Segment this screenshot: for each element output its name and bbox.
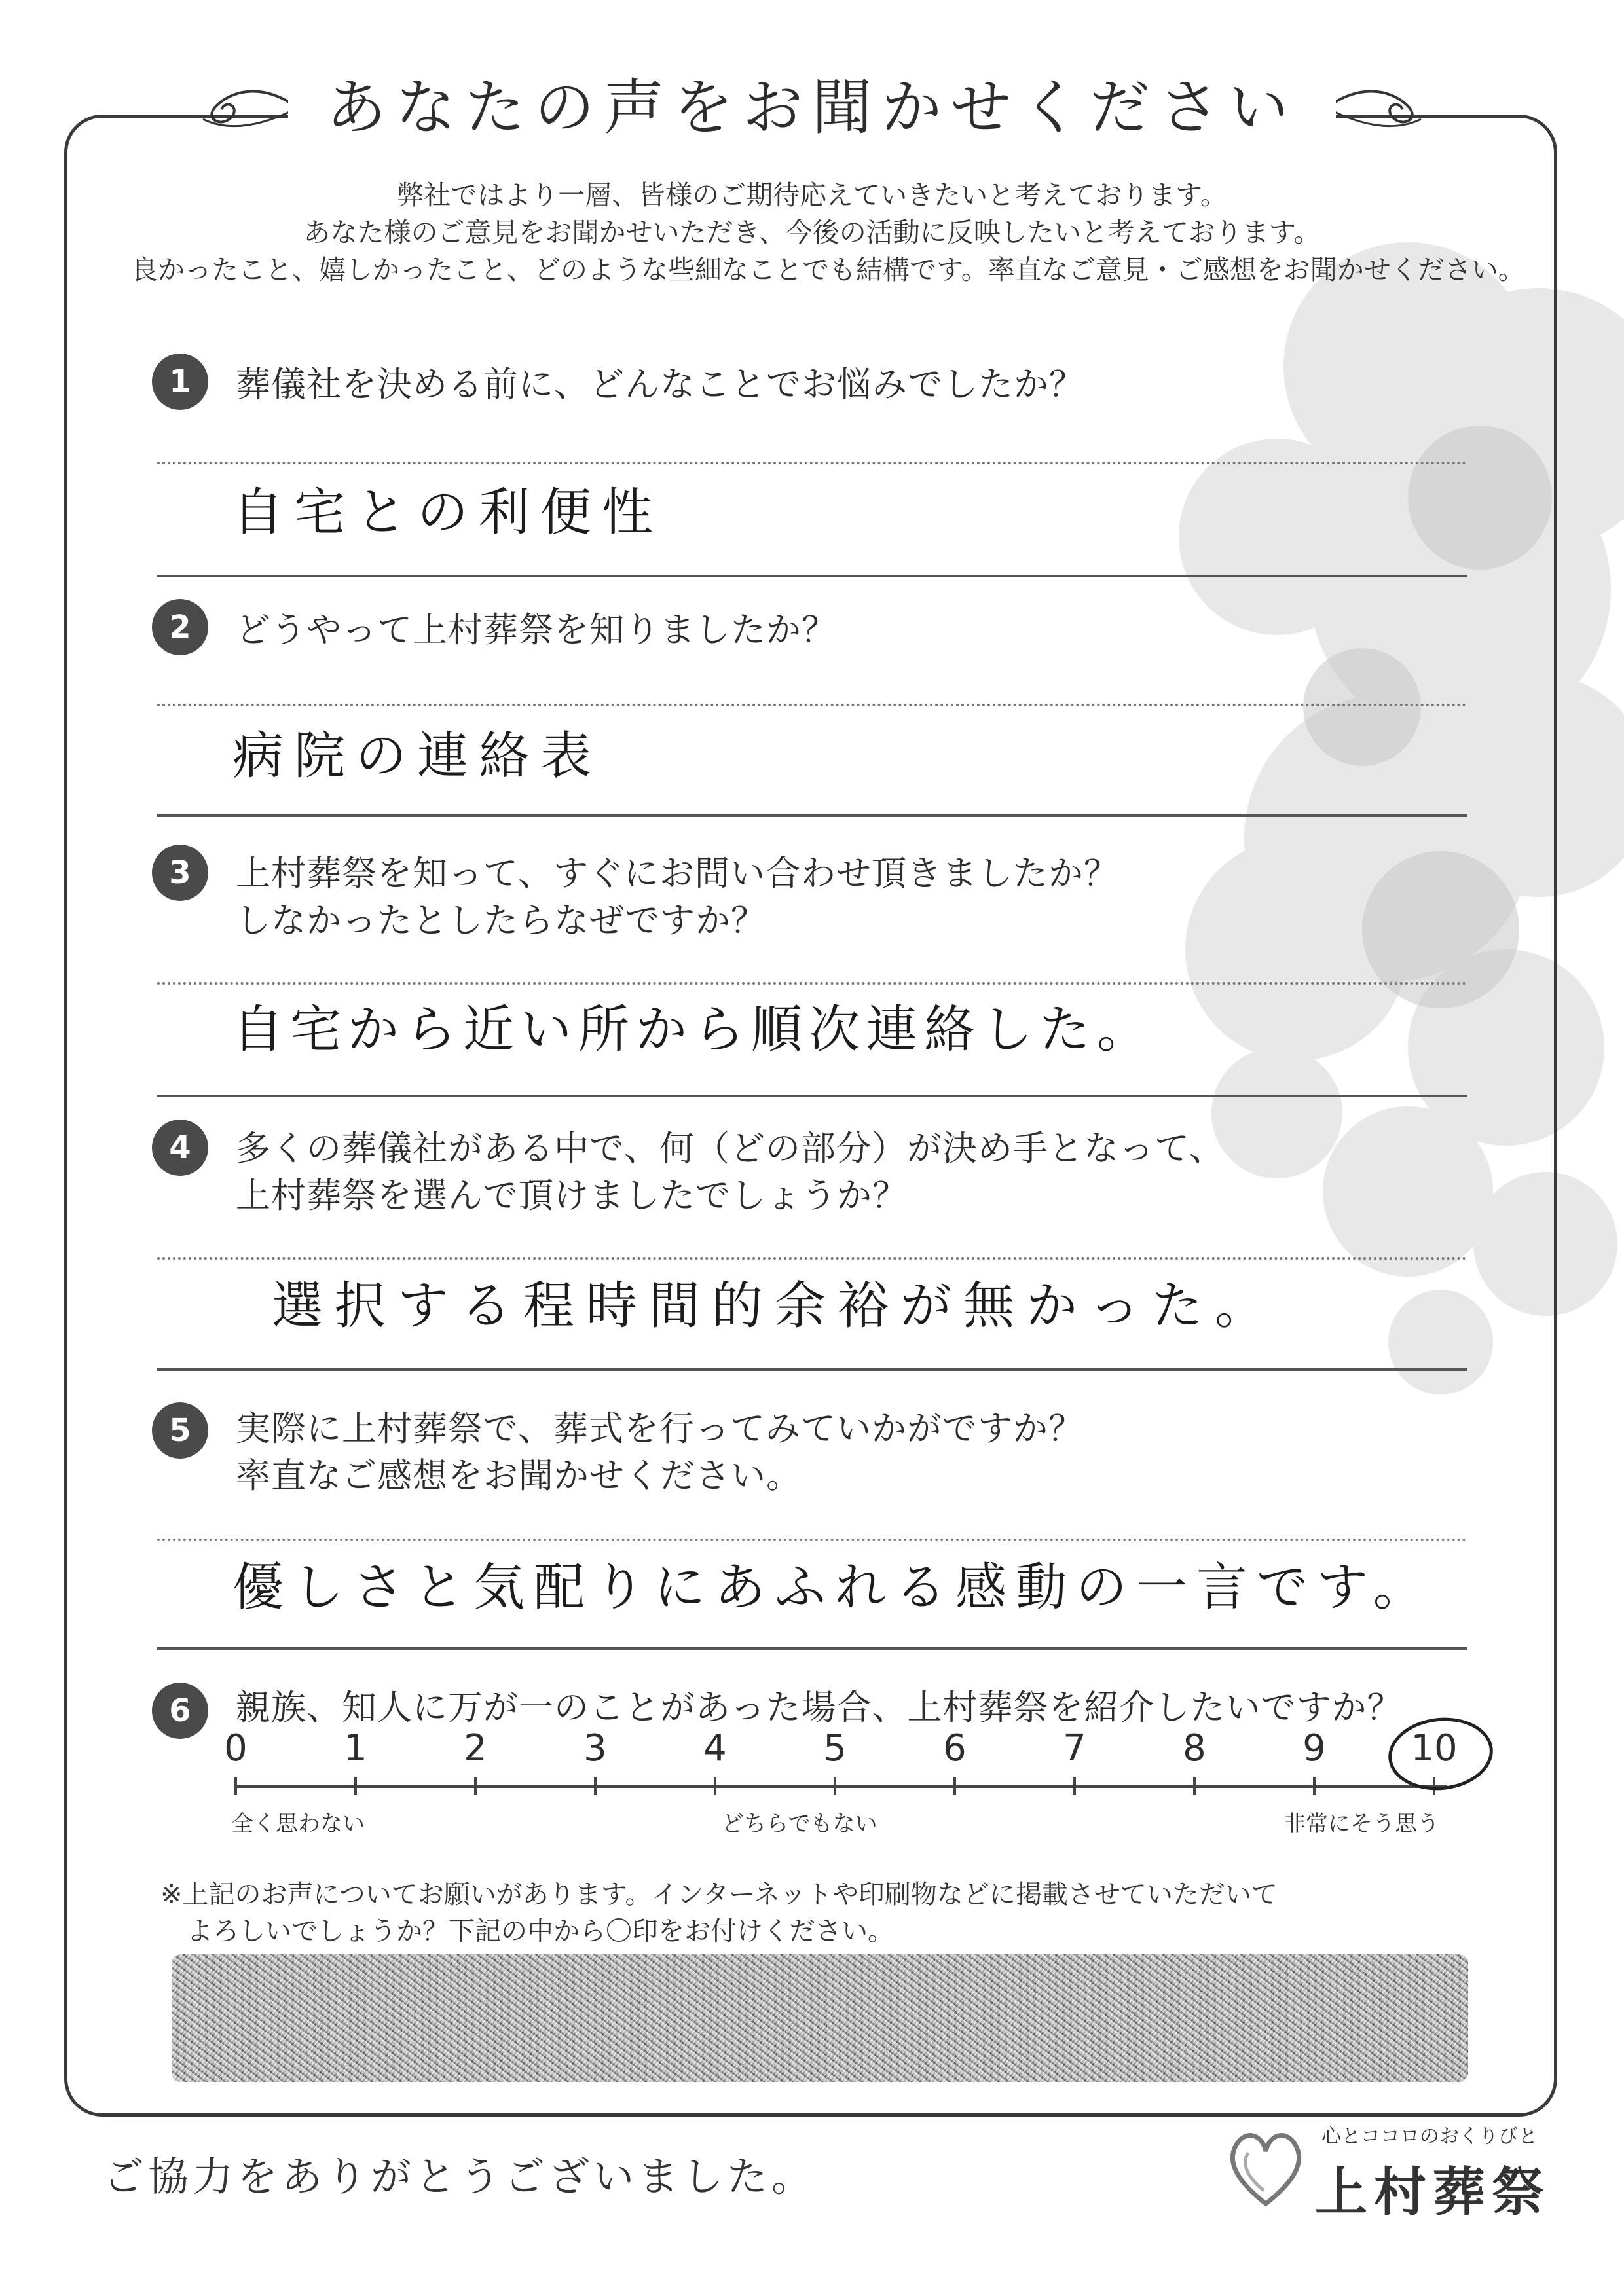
scale-tick [354, 1777, 357, 1795]
publication-note-line: よろしいでしょうか？下記の中から〇印をお付けください。 [187, 1916, 894, 1946]
scale-tick [594, 1777, 597, 1795]
scale-tick [1073, 1777, 1076, 1795]
scale-tick-label: 7 [1063, 1727, 1086, 1770]
scale-tick-label: 4 [703, 1727, 727, 1770]
scale-tick [953, 1777, 956, 1795]
question-number-badge: 6 [152, 1683, 208, 1739]
question-text: しなかったとしたらなぜですか？ [236, 901, 766, 941]
heart-logo-icon [1223, 2119, 1308, 2217]
logo-tagline: 心とココロのおくりびと [1321, 2125, 1538, 2148]
scale-tick [834, 1777, 836, 1795]
answer-underline [157, 1368, 1467, 1371]
question-text: 多くの葬儀社がある中で、何（どの部分）が決め手となって、 [236, 1129, 1225, 1169]
scale-tick-label: 8 [1183, 1727, 1206, 1770]
scale-tick-label: 3 [583, 1727, 607, 1770]
scale-tick-label: 5 [823, 1727, 847, 1770]
question-number-badge: 2 [152, 599, 208, 655]
question-text: どうやって上村葬祭を知りましたか？ [236, 610, 837, 650]
scale-tick [234, 1777, 237, 1795]
scale-tick-label: 6 [943, 1727, 967, 1770]
answer-dotted-line [157, 462, 1467, 464]
scale-tick-label: 2 [464, 1727, 487, 1770]
handwritten-answer: 優しさと気配りにあふれる感動の一言です。 [232, 1558, 1433, 1617]
intro-line: 弊社ではより一層、皆様のご期待応えていきたいと考えております。 [397, 179, 1227, 211]
answer-dotted-line [157, 1539, 1467, 1541]
scale-tick [1193, 1777, 1196, 1795]
thank-you-message: ご協力をありがとうございました。 [103, 2153, 817, 2200]
scale-tick-label: 10 [1411, 1727, 1458, 1770]
handwritten-answer: 自宅との利便性 [232, 483, 664, 542]
question-text: 上村葬祭を知って、すぐにお問い合わせ頂きましたか？ [236, 854, 1119, 894]
rating-scale-line [236, 1785, 1447, 1788]
question-number-badge: 4 [152, 1120, 208, 1176]
answer-dotted-line [157, 982, 1467, 985]
question-number-badge: 3 [152, 845, 208, 901]
page-title: あなたの声をお聞かせください [288, 65, 1336, 151]
scale-tick [1313, 1777, 1316, 1795]
left-flourish-ornament [196, 73, 301, 139]
question-text: 葬儀社を決める前に、どんなことでお悩みでしたか？ [236, 365, 1084, 405]
intro-line: あなた様のご意見をお聞かせいただき、今後の活動に反映したいと考えております。 [303, 217, 1321, 248]
right-flourish-ornament [1323, 73, 1428, 139]
answer-underline [157, 1647, 1467, 1650]
answer-underline [157, 575, 1467, 577]
publication-note-line: ※上記のお声についてお願いがあります。インターネットや印刷物などに掲載させていただいて [160, 1880, 1278, 1910]
scale-tick-label: 1 [344, 1727, 367, 1770]
company-logo-name: 上村葬祭 [1315, 2162, 1551, 2223]
scale-tick-label: 9 [1302, 1727, 1326, 1770]
question-number-badge: 1 [152, 354, 208, 410]
scale-label-high: 非常にそう思う [1283, 1811, 1439, 1837]
redacted-consent-area [172, 1954, 1468, 2082]
scale-tick [474, 1777, 477, 1795]
question-text: 上村葬祭を選んで頂けましたでしょうか？ [236, 1176, 908, 1216]
question-text: 率直なご感想をお聞かせください。 [236, 1456, 802, 1496]
scale-tick [714, 1777, 716, 1795]
handwritten-answer: 自宅から近い所から順次連絡した。 [232, 1000, 1155, 1059]
question-text: 実際に上村葬祭で、葬式を行ってみていかがですか？ [236, 1409, 1084, 1449]
question-number-badge: 5 [152, 1402, 208, 1459]
answer-dotted-line [157, 1257, 1467, 1260]
handwritten-answer: 選択する程時間的余裕が無かった。 [272, 1277, 1278, 1336]
scale-tick-label: 0 [224, 1727, 248, 1770]
answer-underline [157, 1095, 1467, 1097]
scale-label-low: 全く思わない [231, 1811, 365, 1837]
scale-label-mid: どちらでもない [722, 1811, 877, 1837]
answer-underline [157, 814, 1467, 817]
question-text: 親族、知人に万が一のことがあった場合、上村葬祭を紹介したいですか？ [236, 1688, 1403, 1728]
handwritten-answer: 病院の連絡表 [232, 727, 602, 786]
intro-line: 良かったこと、嬉しかったこと、どのような些細なことでも結構です。率直なご意見・ご感想をお聞かせください。 [131, 254, 1525, 285]
answer-dotted-line [157, 704, 1467, 706]
